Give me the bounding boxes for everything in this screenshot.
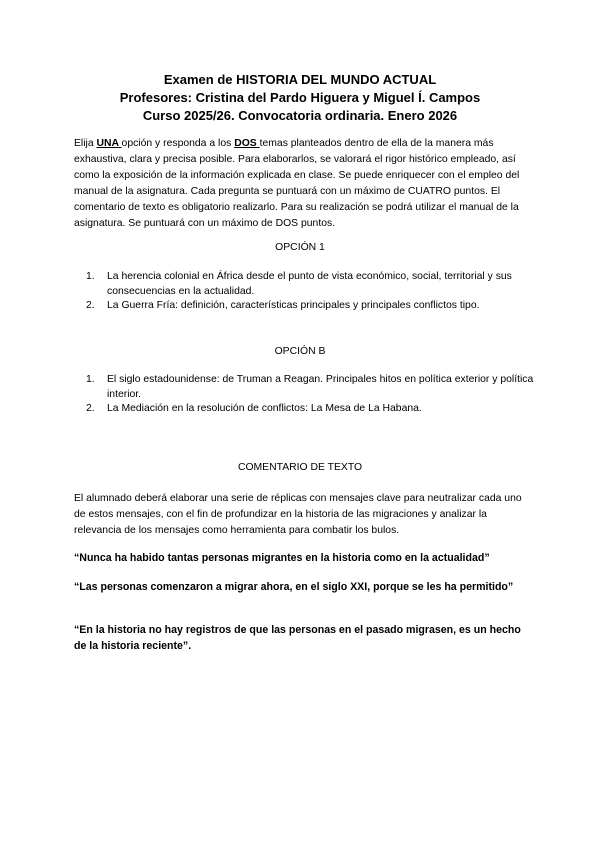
commentary-paragraph: El alumnado deberá elaborar una serie de réplicas con mensajes clave para neutralizar cada uno de estos mensajes, con el fin de profundizar en la historia de las migraciones y analizar la relevancia de los mensajes como herramienta para combatir los bulos. [74, 493, 522, 536]
item-number: 2. [86, 403, 95, 414]
item-text: La herencia colonial en África desde el punto de vista económico, social, territorial y sus consecuencias en la actualidad. [107, 271, 512, 297]
option1-list [86, 270, 538, 314]
item-text: La Mediación en la resolución de conflictos: La Mesa de La Habana. [107, 403, 422, 414]
optionB-heading: OPCIÓN B [274, 346, 326, 357]
quote-3: “En la historia no hay registros de que las personas en el pasado migrasen, es un hecho de la historia reciente”. [74, 624, 521, 652]
exam-header [0, 71, 600, 125]
list-item [86, 299, 538, 314]
instructions-part3: temas planteados dentro de ella de la manera más exhaustiva, clara y precisa posible. Para elaborarlos, se valorará el rigor histórico empleado, así como la exposición de la información explicada en clase. Se puede enriquecer con el empleo del manual de la asignatura. Cada pregunta se puntuará con un máximo de CUATRO puntos. El comentario de texto es obligatorio realizarlo. Para su realización se podrá utilizar el manual de la asignatura. Se puntuará con un máximo de DOS puntos. [74, 138, 520, 229]
instructions-part1: Elija [74, 138, 97, 149]
instructions-part2: opción y responda a los [121, 138, 235, 149]
commentary-heading: COMENTARIO DE TEXTO [237, 462, 363, 473]
instructions-paragraph [74, 136, 534, 232]
professors-line: Profesores: Cristina del Pardo Higuera y Miguel Í. Campos [119, 90, 481, 105]
item-text: El siglo estadounidense: de Truman a Reagan. Principales hitos en política exterior y política interior. [107, 374, 534, 400]
quote-2: “Las personas comenzaron a migrar ahora, en el siglo XXI, porque se les ha permitido” [74, 581, 514, 593]
optionB-list [86, 373, 538, 417]
option1-heading: OPCIÓN 1 [275, 242, 325, 253]
list-item [86, 270, 538, 299]
instructions-dos: DOS [234, 138, 260, 149]
list-item [86, 402, 538, 417]
item-number: 1. [86, 374, 95, 385]
quote-1: “Nunca ha habido tantas personas migrantes en la historia como en la actualidad” [74, 552, 490, 564]
course-line: Curso 2025/26. Convocatoria ordinaria. Enero 2026 [142, 108, 458, 123]
instructions-una: UNA [96, 138, 122, 149]
item-text: La Guerra Fría: definición, características principales y principales conflictos tipo. [107, 300, 480, 311]
item-number: 1. [86, 271, 95, 282]
item-number: 2. [86, 300, 95, 311]
list-item [86, 373, 538, 402]
exam-title: Examen de HISTORIA DEL MUNDO ACTUAL [163, 72, 437, 87]
